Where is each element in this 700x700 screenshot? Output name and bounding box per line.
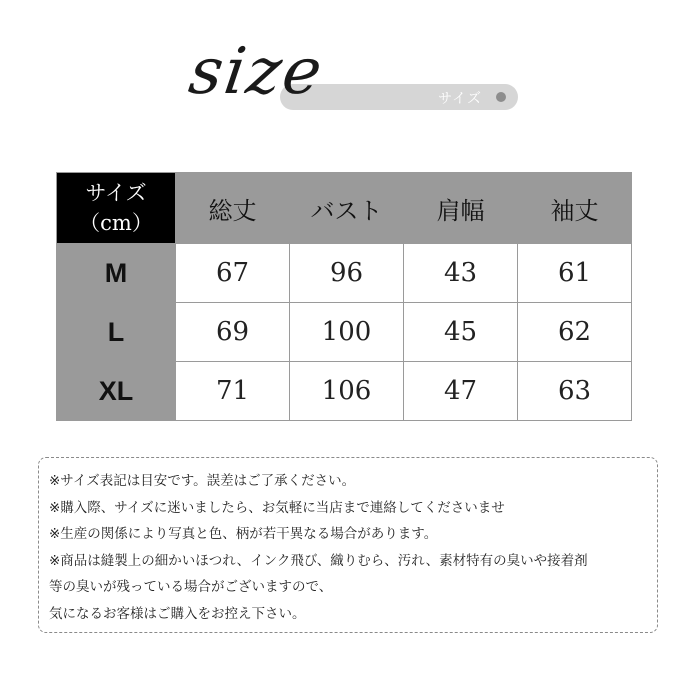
note-line: 等の臭いが残っている場合がございますので、 — [49, 579, 333, 595]
page-title: size — [184, 35, 329, 109]
table-cell: 62 — [518, 303, 632, 362]
row-label-size: L — [57, 303, 176, 362]
column-header-shoulder: 肩幅 — [404, 173, 518, 244]
table-cell: 67 — [176, 244, 290, 303]
table-header-row — [57, 173, 632, 244]
table-cell: 43 — [404, 244, 518, 303]
notes-box — [38, 457, 658, 633]
table-row — [57, 362, 632, 421]
table-cell: 47 — [404, 362, 518, 421]
table-cell: 61 — [518, 244, 632, 303]
table-cell: 69 — [176, 303, 290, 362]
table-row — [57, 244, 632, 303]
subtitle-label: サイズ — [438, 91, 482, 107]
table-cell: 63 — [518, 362, 632, 421]
bullet-dot-icon — [496, 92, 506, 102]
size-chart-table — [56, 172, 632, 421]
note-line: ※購入際、サイズに迷いましたら、お気軽に当店まで連絡してくださいませ — [49, 499, 505, 516]
corner-cell — [57, 173, 176, 244]
table-cell: 106 — [290, 362, 404, 421]
table-cell: 45 — [404, 303, 518, 362]
table-cell: 71 — [176, 362, 290, 421]
column-header-bust: バスト — [290, 173, 404, 244]
row-label-size: XL — [57, 362, 176, 421]
note-line: ※サイズ表記は目安です。誤差はご了承ください。 — [49, 473, 356, 489]
column-header-length: 総丈 — [176, 173, 290, 244]
note-line: ※商品は縫製上の細かいほつれ、インク飛び、織りむら、汚れ、素材特有の臭いや接着剤 — [49, 552, 588, 569]
row-label-size: M — [57, 244, 176, 303]
note-line: 気になるお客様はご購入をお控え下さい。 — [49, 605, 306, 622]
table-row — [57, 303, 632, 362]
table-cell: 100 — [290, 303, 404, 362]
note-line: ※生産の関係により写真と色、柄が若干異なる場合があります。 — [49, 526, 438, 542]
corner-label: サイズ — [85, 181, 147, 205]
corner-unit: （cm） — [79, 211, 153, 235]
table-cell: 96 — [290, 244, 404, 303]
column-header-sleeve: 袖丈 — [518, 173, 632, 244]
